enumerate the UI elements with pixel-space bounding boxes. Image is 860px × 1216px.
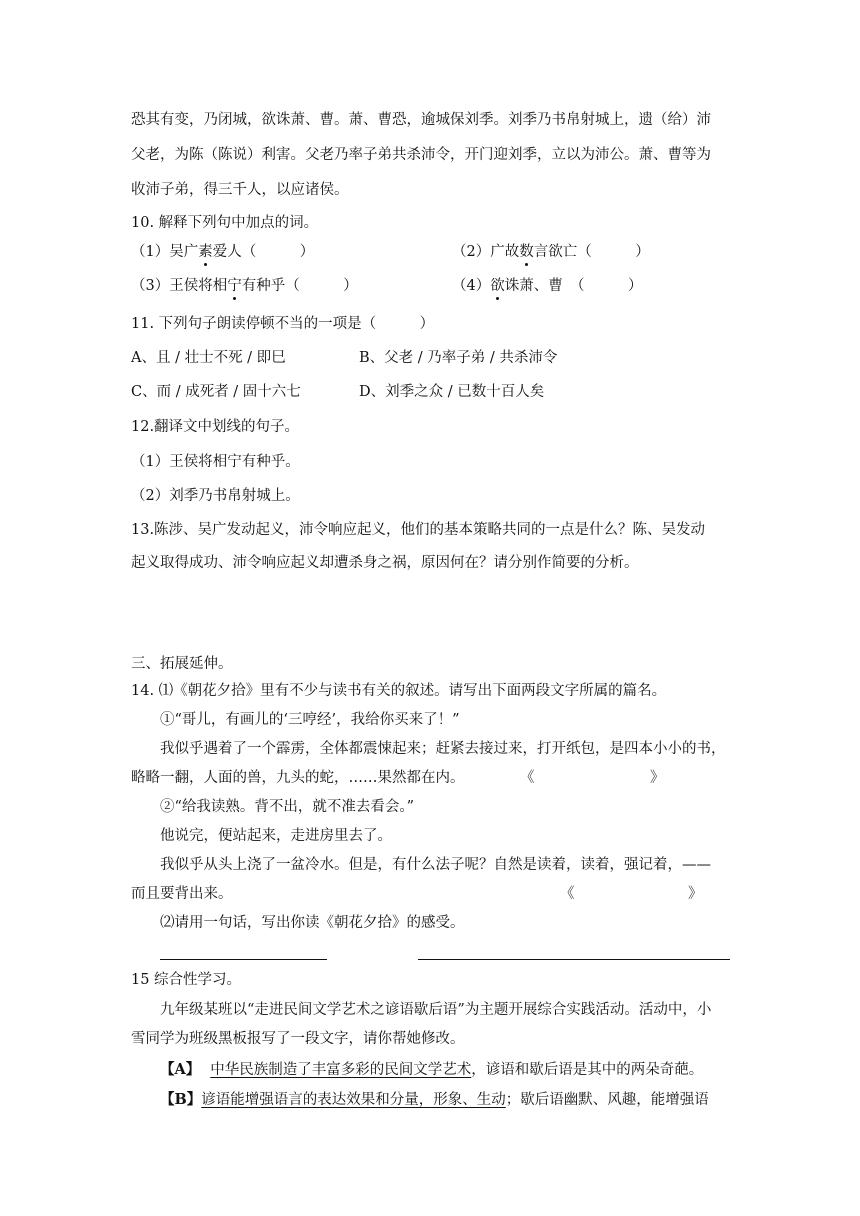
section-3-heading: 三、拓展延伸。 <box>131 656 233 672</box>
q11-title: 11. 下列句子朗读停顿不当的一项是（ ） <box>131 316 435 332</box>
q10-item-1-dotted-word: 素 <box>198 244 213 260</box>
q10-item-1-pre: （1）吴广 <box>131 244 199 260</box>
q10-item-3-pre: （3）王侯将相 <box>131 278 228 294</box>
q14-passage-2-line-2: 我似乎从头上浇了一盆冷水。但是，有什么法子呢？自然是读着，读着，强记着，—— <box>160 857 711 873</box>
q14-answer-1-open: 《 <box>520 770 535 786</box>
q14-passage-2-line-3: 而且要背出来。 <box>131 886 233 902</box>
q15-intro-line-2: 雪同学为班级黑板报写了一段文字，请你帮她修改。 <box>131 1031 465 1047</box>
q15-sentence-a-label: 【A】 <box>160 1061 201 1078</box>
q15-sentence-b-label: 【B】 <box>160 1091 202 1108</box>
q14-sub-question-2: ⑵请用一句话，写出你读《朝花夕拾》的感受。 <box>160 915 465 931</box>
q14-passage-1-quote: ①“哥儿，有画儿的‘三哼经’，我给你买来了！” <box>160 712 460 728</box>
q12-item-1: （1）王侯将相宁有种乎。 <box>131 454 300 470</box>
passage-line-1: 恐其有变，乃闭城，欲诛萧、曹。萧、曹恐，逾城保刘季。刘季乃书帛射城上，遗（给）沛 <box>131 112 711 128</box>
q15-title: 15 综合性学习。 <box>131 972 242 988</box>
q10-item-3-post: 有种乎（ ） <box>241 278 358 294</box>
q14-passage-2-line-1: 他说完，便站起来，走进房里去了。 <box>160 828 392 844</box>
q10-item-1-post: 爱人（ ） <box>212 244 315 260</box>
q10-item-2-pre: （2）广故 <box>452 244 520 260</box>
passage-line-2: 父老，为陈（陈说）利害。父老乃率子弟共杀沛令，开门迎刘季，立以为沛公。萧、曹等为 <box>131 147 711 163</box>
q13-line-2: 起义取得成功、沛令响应起义却遭杀身之祸，原因何在？请分别作简要的分析。 <box>131 555 639 571</box>
q11-option-d: D、刘季之众 / 已数十百人矣 <box>359 384 545 400</box>
q14-answer-blank-1[interactable] <box>160 959 327 960</box>
q10-item-2-post: 言欲亡（ ） <box>533 244 650 260</box>
q15-sentence-b-rest: ；歇后语幽默、风趣，能增强语 <box>505 1092 709 1108</box>
q10-item-3 <box>131 276 358 296</box>
q14-passage-2-quote: ②“给我读熟。背不出，就不准去看会。” <box>160 799 415 815</box>
q12-item-2: （2）刘季乃书帛射城上。 <box>131 488 300 504</box>
q10-title: 10. 解释下列句中加点的词。 <box>131 215 319 231</box>
q14-passage-1-line-1: 我似乎遇着了一个霹雳，全体都震悚起来；赶紧去接过来，打开纸包，是四本小小的书， <box>160 741 726 757</box>
q15-sentence-a-underlined: 中华民族制造了丰富多彩的民间文学艺术 <box>210 1062 472 1078</box>
q14-title: 14. ⑴《朝花夕拾》里有不少与读书有关的叙述。请写出下面两段文字所属的篇名。 <box>131 683 667 699</box>
q14-answer-1-close: 》 <box>650 770 665 786</box>
q14-passage-1-line-2: 略略一翻，人面的兽，九头的蛇，……果然都在内。 <box>131 770 465 786</box>
q15-sentence-b-underlined: 谚语能增强语言的表达效果和分量，形象、生动 <box>201 1092 506 1108</box>
q11-option-b: B、父老 / 乃率子弟 / 共杀沛令 <box>359 350 558 366</box>
q10-item-3-dotted-word: 宁 <box>227 278 242 294</box>
q10-item-2 <box>452 242 650 262</box>
q10-item-4-dotted-word: 欲 <box>490 278 505 294</box>
q13-line-1: 13.陈涉、吴广发动起义，沛令响应起义，他们的基本策略共同的一点是什么？陈、吴发动 <box>131 522 706 538</box>
q14-answer-blank-2[interactable] <box>418 959 730 960</box>
q10-item-4-post: 诛萧、曹 （ ） <box>504 278 643 294</box>
q15-sentence-b <box>160 1090 709 1110</box>
q15-sentence-a <box>160 1060 703 1080</box>
q10-item-1 <box>131 242 314 262</box>
q12-title: 12.翻译文中划线的句子。 <box>131 419 300 435</box>
q10-item-4-pre: （4） <box>452 278 491 294</box>
q10-item-4 <box>452 276 642 296</box>
q14-answer-2-open: 《 <box>560 886 575 902</box>
q15-sentence-a-rest: ，谚语和歇后语是其中的两朵奇葩。 <box>471 1062 704 1078</box>
q11-option-c: C、而 / 成死者 / 固十六七 <box>131 384 301 400</box>
passage-line-3: 收沛子弟，得三千人，以应诸侯。 <box>131 182 349 198</box>
q15-intro-line-1: 九年级某班以“走进民间文学艺术之谚语歇后语”为主题开展综合实践活动。活动中，小 <box>160 1002 712 1018</box>
q11-option-a: A、且 / 壮士不死 / 即巳 <box>131 350 286 366</box>
q14-answer-2-close: 》 <box>688 886 703 902</box>
q10-item-2-dotted-word: 数 <box>519 244 534 260</box>
